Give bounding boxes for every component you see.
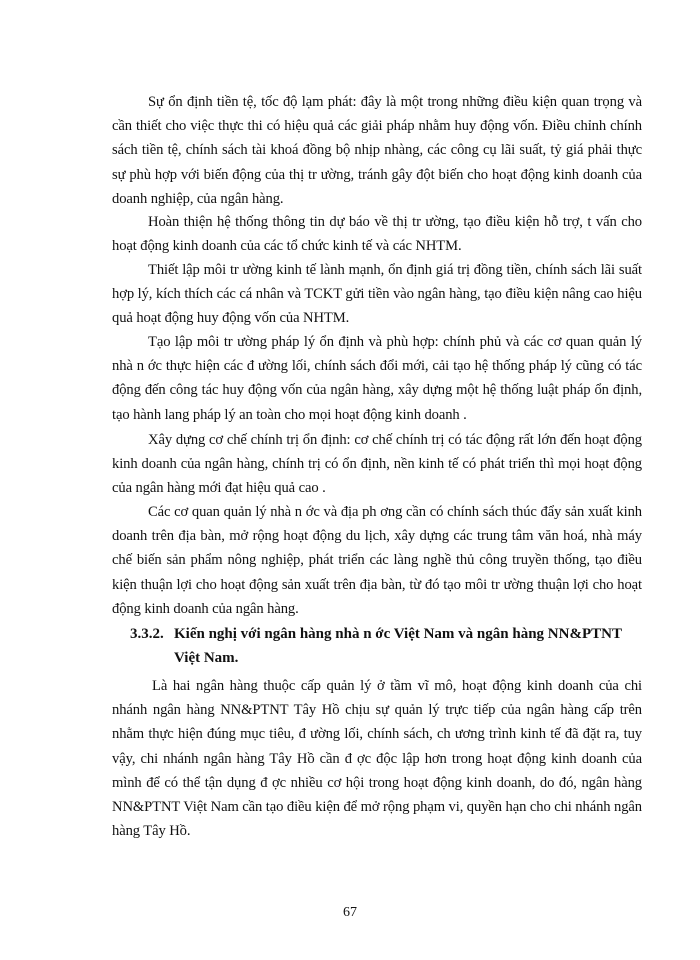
section-heading-3-3-2: [130, 622, 650, 670]
paragraph-market-information: Hoàn thiện hệ thống thông tin dự báo về thị tr ường, tạo điều kiện hỗ trợ, t vấn cho hoạt động kinh doanh của các tổ chức kinh tế và các NHTM.: [112, 214, 642, 255]
section-number: 3.3.2.: [130, 626, 164, 642]
paragraph-state-bank-recommendation: Là hai ngân hàng thuộc cấp quản lý ở tầm vĩ mô, hoạt động kinh doanh của chi nhánh ngân hàng NN&PTNT Tây Hồ chịu sự quản lý trực tiếp của ngân hàng cấp trên nhằm thực hiện đúng mục tiêu, đ ường lối, chính sách, ch ương trình kinh tế đã đặt ra, tuy vậy, chi nhánh ngân hàng Tây Hồ cần đ ợc độc lập hơn trong hoạt động kinh doanh của mình để có thể tận dụng đ ợc nhiều cơ hội trong hoạt động kinh doanh, do đó, ngân hàng NN&PTNT Việt Nam cần tạo điều kiện để mở rộng phạm vi, quyền hạn cho chi nhánh ngân hàng Tây Hồ.: [112, 678, 642, 840]
paragraph-political-mechanism: Xây dựng cơ chế chính trị ổn định: cơ chế chính trị có tác động rất lớn đến hoạt động kinh doanh của ngân hàng, chính trị có ổn định, nền kinh tế có phát triển thì mọi hoạt động của ngân hàng mới đạt hiệu quả cao .: [112, 432, 642, 497]
paragraph-economic-environment: Thiết lập môi tr ường kinh tế lành mạnh, ổn định giá trị đồng tiền, chính sách lãi suất hợp lý, kích thích các cá nhân và TCKT gửi tiền vào ngân hàng, tạo điều kiện nâng cao hiệu quả hoạt động huy động vốn của NHTM.: [112, 262, 642, 327]
section-title-line-2: Việt Nam.: [174, 650, 239, 666]
paragraph-local-authorities: Các cơ quan quản lý nhà n ớc và địa ph ơng cần có chính sách thúc đẩy sản xuất kinh doanh trên địa bàn, mở rộng hoạt động du lịch, xây dựng các trung tâm văn hoá, nhà máy chế biến sản phẩm nông nghiệp, phát triển các làng nghề thủ công truyền thống, tạo điều kiện thuận lợi cho hoạt động sản xuất trên địa bàn, từ đó tạo môi tr ường thuận lợi cho hoạt động kinh doanh của ngân hàng.: [112, 504, 642, 617]
page-number: 67: [343, 905, 357, 920]
paragraph-legal-environment: Tạo lập môi tr ường pháp lý ổn định và phù hợp: chính phủ và các cơ quan quản lý nhà n ớc thực hiện các đ ường lối, chính sách đổi mới, cải tạo hệ thống pháp lý cũng có tác động đến công tác huy động vốn của ngân hàng, xây dựng một hệ thống luật pháp ổn định, tạo hành lang pháp lý an toàn cho mọi hoạt động kinh doanh .: [112, 334, 642, 423]
section-title-line-1: Kiến nghị với ngân hàng nhà n ớc Việt Nam và ngân hàng NN&PTNT: [174, 626, 622, 642]
paragraph-monetary-stability: Sự ổn định tiền tệ, tốc độ lạm phát: đây là một trong những điều kiện quan trọng và cần thiết cho việc thực thi có hiệu quả các giải pháp nhằm huy động vốn. Điều chỉnh chính sách tiền tệ, chính sách tài khoá đồng bộ nhịp nhàng, các công cụ lãi suất, tỷ giá phải thực sự phù hợp với biến động của thị tr ường, tránh gây đột biến cho hoạt động kinh doanh của doanh nghiệp, của ngân hàng.: [112, 94, 642, 207]
